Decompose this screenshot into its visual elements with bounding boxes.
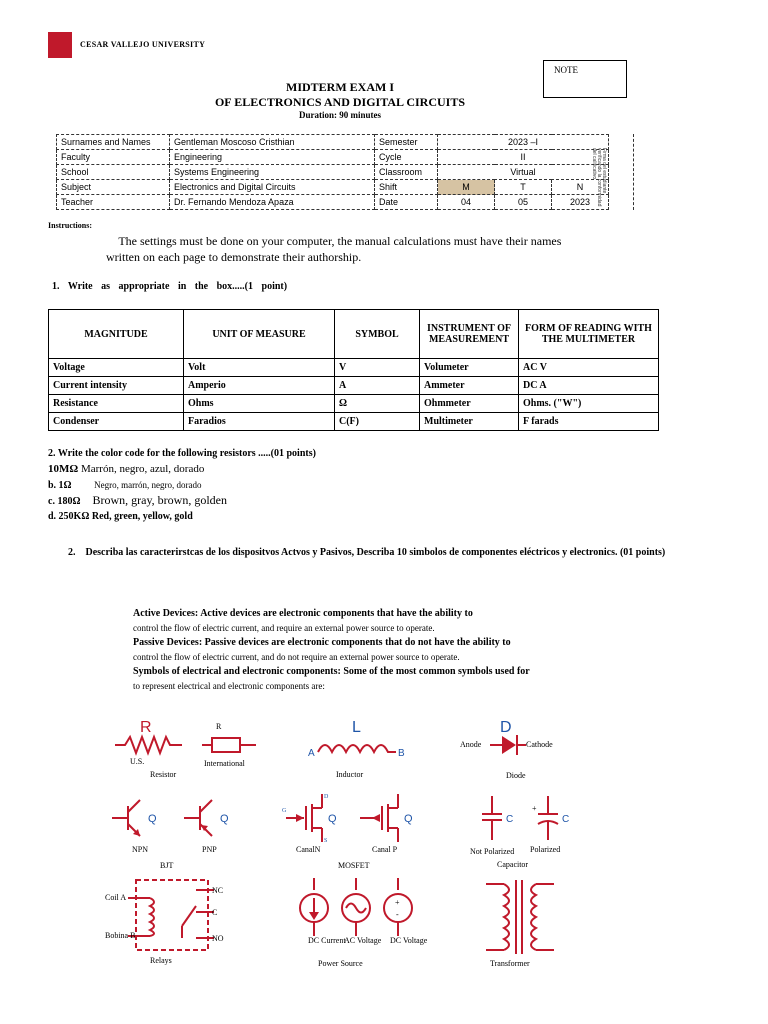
semester-value: 2023 –I — [438, 135, 609, 150]
table-row — [57, 135, 609, 150]
resistor-c-code: Brown, gray, brown, golden — [92, 493, 227, 507]
resistor-symbol-icon — [115, 719, 256, 779]
ac-voltage-icon — [342, 878, 382, 945]
mosfet-n-d: D — [324, 794, 329, 800]
dc-current-icon — [300, 878, 346, 945]
university-name: CESAR VALLEJO UNIVERSITY — [80, 40, 206, 49]
question-3-number: 2. — [68, 547, 76, 558]
plus-icon: + — [395, 898, 400, 907]
inductor-label: Inductor — [336, 770, 364, 779]
subject-value: Electronics and Digital Circuits — [170, 180, 375, 195]
teacher-value: Dr. Fernando Mendoza Apaza — [170, 195, 375, 210]
teacher-label: Teacher — [57, 195, 170, 210]
resistor-us-label: U.S. — [130, 757, 145, 766]
table-row — [49, 413, 659, 431]
date-day: 04 — [438, 195, 495, 210]
cell: Ohms. ("W") — [519, 395, 659, 413]
question-3-text: Describa las caracterirstcas de los dispositvos Actvos y Pasivos, Describa 10 simbolos de componentes eléctricos y electronics. (01 points) — [85, 547, 666, 558]
resistor-b-code: Negro, marrón, negro, dorado — [94, 480, 202, 490]
resistor-c-label: c. 180Ω — [48, 496, 81, 507]
table-header-row — [49, 310, 659, 359]
inductor-symbol-icon — [308, 719, 405, 779]
inductor-b-label: B — [398, 748, 405, 759]
question-1-title: 1. Write as appropriate in the box.....(1 point) — [52, 281, 288, 292]
list-item — [116, 636, 586, 665]
item-heading: Passive Devices: Passive devices are electronic components that do not have the ability to — [133, 637, 511, 648]
mosfet-n-g: G — [282, 808, 287, 814]
item-heading: Active Devices: Active devices are electronic components that have the ability to — [133, 608, 473, 619]
table-row — [57, 195, 609, 210]
transformer-label: Transformer — [490, 959, 530, 968]
capacitor-label: Capacitor — [497, 860, 529, 869]
cell: Ohmmeter — [420, 395, 519, 413]
date-year: 2023 — [552, 195, 609, 210]
cell: F farads — [519, 413, 659, 431]
table-row — [57, 180, 609, 195]
cell: Volumeter — [420, 359, 519, 377]
note-label: NOTE — [554, 65, 578, 75]
pnp-label: PNP — [202, 845, 217, 854]
resistor-label: Resistor — [150, 770, 177, 779]
table-row — [49, 395, 659, 413]
header-instrument: INSTRUMENT OF MEASUREMENT — [420, 310, 519, 359]
mosfet-n-q: Q — [328, 813, 337, 825]
dc-voltage-label: DC Voltage — [390, 936, 428, 945]
pnp-transistor-icon — [184, 800, 229, 854]
resistor-c — [48, 493, 227, 508]
diode-symbol-icon — [460, 719, 553, 780]
table-row — [49, 377, 659, 395]
transformer-symbol-icon — [486, 880, 554, 968]
item-text: control the flow of electric current, and require an external power source to operate. — [133, 623, 435, 633]
subject-label: Subject — [57, 180, 170, 195]
device-descriptions — [116, 607, 586, 694]
diode-label: Diode — [506, 771, 526, 780]
ac-voltage-label: AC Voltage — [344, 936, 382, 945]
exam-duration: Duration: 90 minutes — [298, 110, 381, 120]
header-magnitude: MAGNITUDE — [49, 310, 184, 359]
diode-letter: D — [500, 719, 512, 736]
mosfet-label: MOSFET — [338, 861, 370, 870]
date-label: Date — [375, 195, 438, 210]
npn-q: Q — [148, 813, 157, 825]
coil-b-label: Bobina B — [105, 931, 136, 940]
resistor-b-label: b. 1Ω — [48, 480, 72, 491]
resistor-a-label: 10MΩ — [48, 463, 79, 475]
surnames-value: Gentleman Moscoso Cristhian — [170, 135, 375, 150]
bullet-icon — [116, 636, 124, 650]
header-unit: UNIT OF MEASURE — [184, 310, 335, 359]
item-text: to represent electrical and electronic components are: — [133, 681, 325, 691]
cell: Faradios — [184, 413, 335, 431]
instructions-body: The settings must be done on your computer, the manual calculations must have their names written on each page to demonstrate their authorship. — [106, 234, 550, 264]
anode-label: Anode — [460, 740, 482, 749]
mosfet-p-icon — [360, 794, 413, 854]
table-row — [49, 359, 659, 377]
resistor-box-letter: R — [216, 722, 222, 731]
header-reading: FORM OF READING WITH THE MULTIMETER — [519, 310, 659, 359]
cell: Volt — [184, 359, 335, 377]
plus-icon: + — [532, 804, 537, 813]
cycle-value: II — [438, 150, 609, 165]
capacitor-not-polarized-icon — [470, 796, 514, 856]
not-polarized-label: Not Polarized — [470, 847, 515, 856]
cell: Ohms — [184, 395, 335, 413]
canal-n-label: CanalN — [296, 845, 321, 854]
question-2-title: 2. Write the color code for the following resistors .....(01 points) — [48, 448, 316, 459]
list-item — [116, 665, 586, 694]
item-heading: Symbols of electrical and electronic components: Some of the most common symbols used for — [133, 666, 530, 677]
mosfet-p-q: Q — [404, 813, 413, 825]
bullet-icon — [116, 665, 124, 679]
cell: Ammeter — [420, 377, 519, 395]
inductor-a-label: A — [308, 748, 315, 759]
cycle-label: Cycle — [375, 150, 438, 165]
surnames-label: Surnames and Names — [57, 135, 170, 150]
bjt-label: BJT — [160, 861, 174, 870]
mosfet-n-s: S — [324, 838, 328, 844]
relay-no: NO — [212, 934, 224, 943]
cell: Voltage — [49, 359, 184, 377]
cell: Resistance — [49, 395, 184, 413]
cathode-label: Cathode — [526, 740, 553, 749]
bullet-icon — [106, 234, 115, 248]
exam-subtitle: OF ELECTRONICS AND DIGITAL CIRCUITS — [214, 95, 466, 109]
coil-a-label: Coil A — [105, 893, 127, 902]
date-month: 05 — [495, 195, 552, 210]
cell: Multimeter — [420, 413, 519, 431]
power-source-label: Power Source — [318, 959, 363, 968]
cell: Amperio — [184, 377, 335, 395]
resistor-b — [48, 480, 202, 491]
cell: A — [335, 377, 420, 395]
student-info-table — [56, 134, 609, 210]
question-3-title — [68, 545, 768, 561]
semester-label: Semester — [375, 135, 438, 150]
relay-symbol-icon — [105, 880, 224, 965]
canal-p-label: Canal P — [372, 845, 398, 854]
relay-c: C — [212, 908, 218, 917]
instructions-text — [106, 233, 576, 265]
capacitor-polarized-icon — [530, 796, 569, 854]
magnitude-table — [48, 309, 659, 431]
cell: Current intensity — [49, 377, 184, 395]
faculty-value: Engineering — [170, 150, 375, 165]
classroom-label: Classroom — [375, 165, 438, 180]
signature-note: Firma del estudiante verificando la conformidad del calificativo — [591, 148, 607, 207]
dc-voltage-icon — [384, 878, 428, 945]
resistor-letter: R — [140, 719, 152, 736]
resistor-a-code: Marrón, negro, azul, dorado — [80, 463, 205, 475]
classroom-value: Virtual — [438, 165, 609, 180]
shift-t: T — [495, 180, 552, 195]
relay-label: Relays — [150, 956, 172, 965]
polarized-label: Polarized — [530, 845, 561, 854]
cell: C(F) — [335, 413, 420, 431]
cell: V — [335, 359, 420, 377]
npn-label: NPN — [132, 845, 149, 854]
signature-divider — [633, 134, 634, 210]
mosfet-n-icon — [282, 794, 337, 854]
inductor-letter: L — [352, 719, 361, 736]
cell: Condenser — [49, 413, 184, 431]
shift-label: Shift — [375, 180, 438, 195]
table-row — [57, 150, 609, 165]
resistor-d: d. 250KΩ Red, green, yellow, gold — [48, 511, 193, 522]
cell: AC V — [519, 359, 659, 377]
list-item — [116, 607, 586, 636]
relay-nc: NC — [212, 886, 224, 895]
cell: Ω — [335, 395, 420, 413]
instructions-label: Instructions: — [48, 221, 93, 230]
component-symbols-figure — [0, 700, 768, 990]
resistor-a — [48, 463, 204, 475]
dc-current-label: DC Current — [308, 936, 346, 945]
item-text: control the flow of electric current, and do not require an external power source to operate. — [133, 652, 460, 662]
exam-title: MIDTERM EXAM I — [286, 80, 394, 94]
university-logo-icon — [48, 32, 72, 58]
npn-transistor-icon — [112, 800, 157, 854]
minus-icon: - — [396, 910, 399, 919]
school-label: School — [57, 165, 170, 180]
table-row — [57, 165, 609, 180]
cell: DC A — [519, 377, 659, 395]
school-value: Systems Engineering — [170, 165, 375, 180]
bullet-icon — [116, 607, 124, 621]
pnp-q: Q — [220, 813, 229, 825]
header-symbol: SYMBOL — [335, 310, 420, 359]
shift-n: N — [552, 180, 609, 195]
capacitor-c2: C — [562, 814, 570, 825]
shift-m: M — [438, 180, 495, 195]
capacitor-c1: C — [506, 814, 514, 825]
faculty-label: Faculty — [57, 150, 170, 165]
resistor-intl-label: International — [204, 759, 245, 768]
